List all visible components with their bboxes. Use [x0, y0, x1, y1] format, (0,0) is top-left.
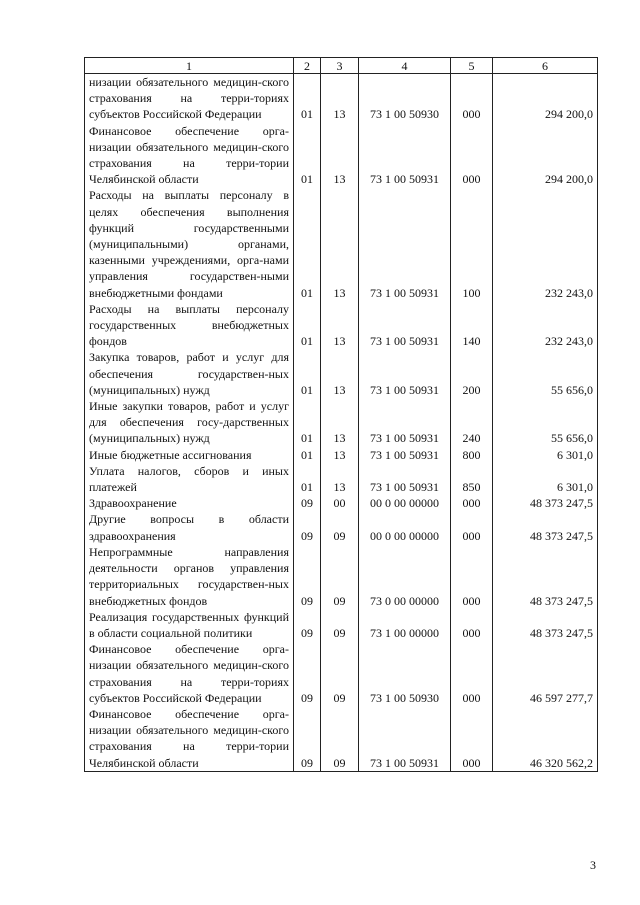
table-row [85, 187, 598, 300]
row-subsection: 13 [321, 123, 359, 188]
header-col-5: 5 [451, 58, 493, 74]
budget-table [84, 57, 598, 772]
row-expense-type: 100 [451, 187, 493, 300]
row-expense-type: 000 [451, 495, 493, 511]
row-name: Другие вопросы в области здравоохранения [85, 511, 294, 543]
table-row [85, 123, 598, 188]
row-target-article: 73 1 00 00000 [359, 609, 451, 641]
row-name: низации обязательного медицин-ского страхования на терри-ториях субъектов Российской Федерации [85, 74, 294, 123]
row-amount: 6 301,0 [493, 447, 598, 463]
row-amount: 232 243,0 [493, 301, 598, 350]
row-section: 01 [294, 301, 321, 350]
header-row [85, 58, 598, 74]
row-amount: 55 656,0 [493, 398, 598, 447]
row-subsection: 09 [321, 641, 359, 706]
row-name: Здравоохранение [85, 495, 294, 511]
row-section: 09 [294, 609, 321, 641]
row-expense-type: 800 [451, 447, 493, 463]
row-section: 01 [294, 349, 321, 398]
row-expense-type: 000 [451, 74, 493, 123]
row-amount: 232 243,0 [493, 187, 598, 300]
table-row [85, 641, 598, 706]
row-section: 09 [294, 706, 321, 771]
table-row [85, 544, 598, 609]
header-col-4: 4 [359, 58, 451, 74]
row-section: 09 [294, 511, 321, 543]
row-target-article: 73 1 00 50931 [359, 349, 451, 398]
row-expense-type: 000 [451, 544, 493, 609]
row-expense-type: 240 [451, 398, 493, 447]
row-subsection: 00 [321, 495, 359, 511]
row-expense-type: 850 [451, 463, 493, 495]
row-amount: 55 656,0 [493, 349, 598, 398]
table-row [85, 463, 598, 495]
row-subsection: 13 [321, 447, 359, 463]
row-amount: 48 373 247,5 [493, 511, 598, 543]
row-subsection: 13 [321, 463, 359, 495]
row-section: 01 [294, 123, 321, 188]
row-target-article: 73 0 00 00000 [359, 544, 451, 609]
row-section: 09 [294, 544, 321, 609]
row-expense-type: 000 [451, 641, 493, 706]
row-amount: 48 373 247,5 [493, 544, 598, 609]
row-amount: 48 373 247,5 [493, 609, 598, 641]
table-row [85, 706, 598, 771]
row-name: Финансовое обеспечение орга-низации обязательного медицин-ского страхования на терри-тории Челябинской области [85, 706, 294, 771]
row-amount: 294 200,0 [493, 123, 598, 188]
row-section: 01 [294, 398, 321, 447]
row-section: 09 [294, 495, 321, 511]
row-name: Закупка товаров, работ и услуг для обеспечения государствен-ных (муниципальных) нужд [85, 349, 294, 398]
row-target-article: 73 1 00 50931 [359, 123, 451, 188]
row-target-article: 73 1 00 50931 [359, 398, 451, 447]
table-row [85, 511, 598, 543]
row-name: Финансовое обеспечение орга-низации обязательного медицин-ского страхования на терри-тории Челябинской области [85, 123, 294, 188]
row-name: Реализация государственных функций в области социальной политики [85, 609, 294, 641]
row-subsection: 13 [321, 398, 359, 447]
table-row [85, 74, 598, 123]
row-subsection: 09 [321, 511, 359, 543]
row-name: Расходы на выплаты персоналу государственных внебюджетных фондов [85, 301, 294, 350]
row-target-article: 00 0 00 00000 [359, 511, 451, 543]
table-header [85, 58, 598, 74]
row-expense-type: 000 [451, 123, 493, 188]
row-subsection: 13 [321, 74, 359, 123]
row-target-article: 73 1 00 50931 [359, 301, 451, 350]
row-subsection: 13 [321, 349, 359, 398]
row-target-article: 73 1 00 50931 [359, 463, 451, 495]
table-row [85, 609, 598, 641]
row-section: 01 [294, 463, 321, 495]
row-amount: 46 320 562,2 [493, 706, 598, 771]
header-col-1: 1 [85, 58, 294, 74]
row-name: Уплата налогов, сборов и иных платежей [85, 463, 294, 495]
row-subsection: 13 [321, 187, 359, 300]
table-row [85, 349, 598, 398]
row-subsection: 09 [321, 544, 359, 609]
row-target-article: 73 1 00 50930 [359, 641, 451, 706]
row-expense-type: 000 [451, 609, 493, 641]
row-expense-type: 140 [451, 301, 493, 350]
table-row [85, 398, 598, 447]
table-row [85, 495, 598, 511]
row-subsection: 09 [321, 706, 359, 771]
row-name: Расходы на выплаты персоналу в целях обеспечения выполнения функций государственными (муниципальными) органами, казенными учреждениями, орга-нами управления государствен-ными внебюджетными фондами [85, 187, 294, 300]
row-amount: 48 373 247,5 [493, 495, 598, 511]
row-amount: 46 597 277,7 [493, 641, 598, 706]
table-row [85, 301, 598, 350]
table-body [85, 74, 598, 772]
row-target-article: 73 1 00 50930 [359, 74, 451, 123]
row-target-article: 73 1 00 50931 [359, 447, 451, 463]
row-section: 01 [294, 447, 321, 463]
row-name: Финансовое обеспечение орга-низации обязательного медицин-ского страхования на терри-ториях субъектов Российской Федерации [85, 641, 294, 706]
row-expense-type: 000 [451, 511, 493, 543]
row-subsection: 09 [321, 609, 359, 641]
row-section: 09 [294, 641, 321, 706]
row-amount: 6 301,0 [493, 463, 598, 495]
page-number: 3 [590, 858, 596, 872]
row-name: Иные закупки товаров, работ и услуг для обеспечения госу-дарственных (муниципальных) нужд [85, 398, 294, 447]
row-name: Непрограммные направления деятельности органов управления территориальных государствен-ных внебюджетных фондов [85, 544, 294, 609]
row-expense-type: 200 [451, 349, 493, 398]
row-subsection: 13 [321, 301, 359, 350]
row-name: Иные бюджетные ассигнования [85, 447, 294, 463]
header-col-3: 3 [321, 58, 359, 74]
table-row [85, 447, 598, 463]
header-col-6: 6 [493, 58, 598, 74]
row-section: 01 [294, 187, 321, 300]
row-target-article: 73 1 00 50931 [359, 706, 451, 771]
row-target-article: 73 1 00 50931 [359, 187, 451, 300]
row-expense-type: 000 [451, 706, 493, 771]
header-col-2: 2 [294, 58, 321, 74]
row-target-article: 00 0 00 00000 [359, 495, 451, 511]
row-amount: 294 200,0 [493, 74, 598, 123]
row-section: 01 [294, 74, 321, 123]
